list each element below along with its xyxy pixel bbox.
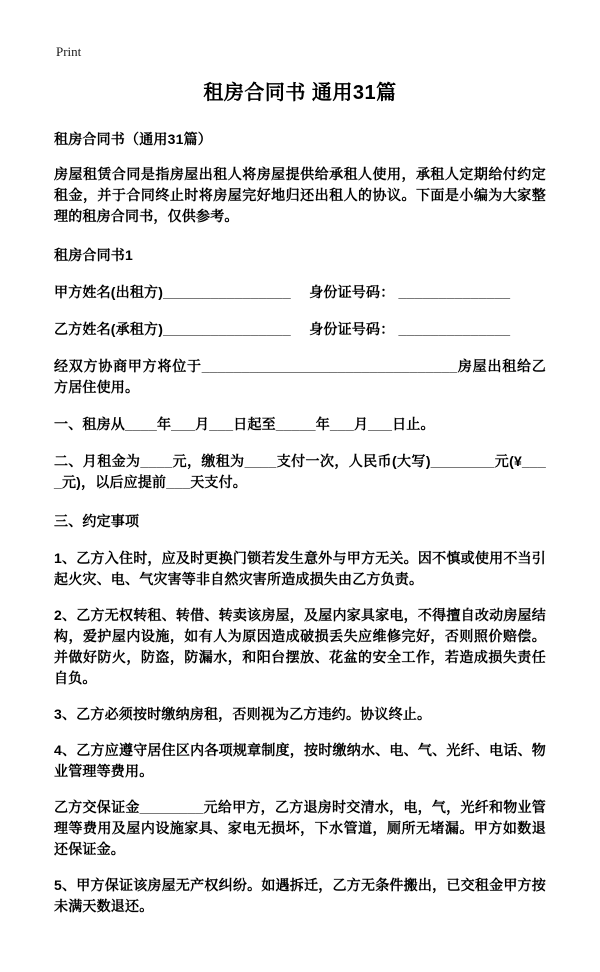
clause-rent: 二、月租金为____元，缴租为____支付一次，人民币(大写)________元(¥____元)，以后应提前___天支付。 [54,453,546,490]
term-item-5: 5、甲方保证该房屋无产权纠纷。如遇拆迁，乙方无条件搬出，已交租金甲方按未满天数退还。 [54,877,546,914]
term-item-2: 2、乙方无权转租、转借、转卖该房屋，及屋内家具家电，不得擅自改动房屋结构，爱护屋内设施，如有人为原因造成破损丢失应维修完好，否则照价赔偿。并做好防火，防盗，防漏水，和阳台摆放、花盆的安全工作，若造成损失责任自负。 [54,607,546,686]
clause-location: 经双方协商甲方将位于________________________________房屋出租给乙方居住使用。 [54,358,546,395]
contract-heading: 租房合同书1 [54,247,133,263]
term-item-1: 1、乙方入住时，应及时更换门锁若发生意外与甲方无关。因不慎或使用不当引起火灾、电、气灾害等非自然灾害所造成损失由乙方负责。 [54,550,546,587]
page-title: 租房合同书 通用31篇 [203,82,397,104]
print-button[interactable]: Print [56,44,82,59]
deposit-paragraph: 乙方交保证金________元给甲方，乙方退房时交清水，电，气，光纤和物业管理等费用及屋内设施家具、家电无损坏，下水管道，厕所无堵漏。甲方如数退还保证金。 [54,799,546,857]
form-line-landlord-name: 甲方姓名(出租方)________________ 身份证号码： ______________ [54,284,511,300]
term-item-4: 4、乙方应遵守居住区内各项规章制度，按时缴纳水、电、气、光纤、电话、物业管理等费用。 [54,742,546,779]
form-line-tenant-name: 乙方姓名(承租方)________________ 身份证号码： ______________ [54,321,511,337]
intro-paragraph: 房屋租赁合同是指房屋出租人将房屋提供给承租人使用，承租人定期给付约定租金，并于合同终止时将房屋完好地归还出租人的协议。下面是小编为大家整理的租房合同书，仅供参考。 [54,166,546,224]
terms-section-heading: 三、约定事项 [54,513,140,529]
clause-lease-term: 一、租房从____年___月___日起至_____年___月___日止。 [54,416,435,432]
term-item-3: 3、乙方必须按时缴纳房租，否则视为乙方违约。协议终止。 [54,706,432,722]
document-subtitle: 租房合同书（通用31篇） [54,131,212,147]
